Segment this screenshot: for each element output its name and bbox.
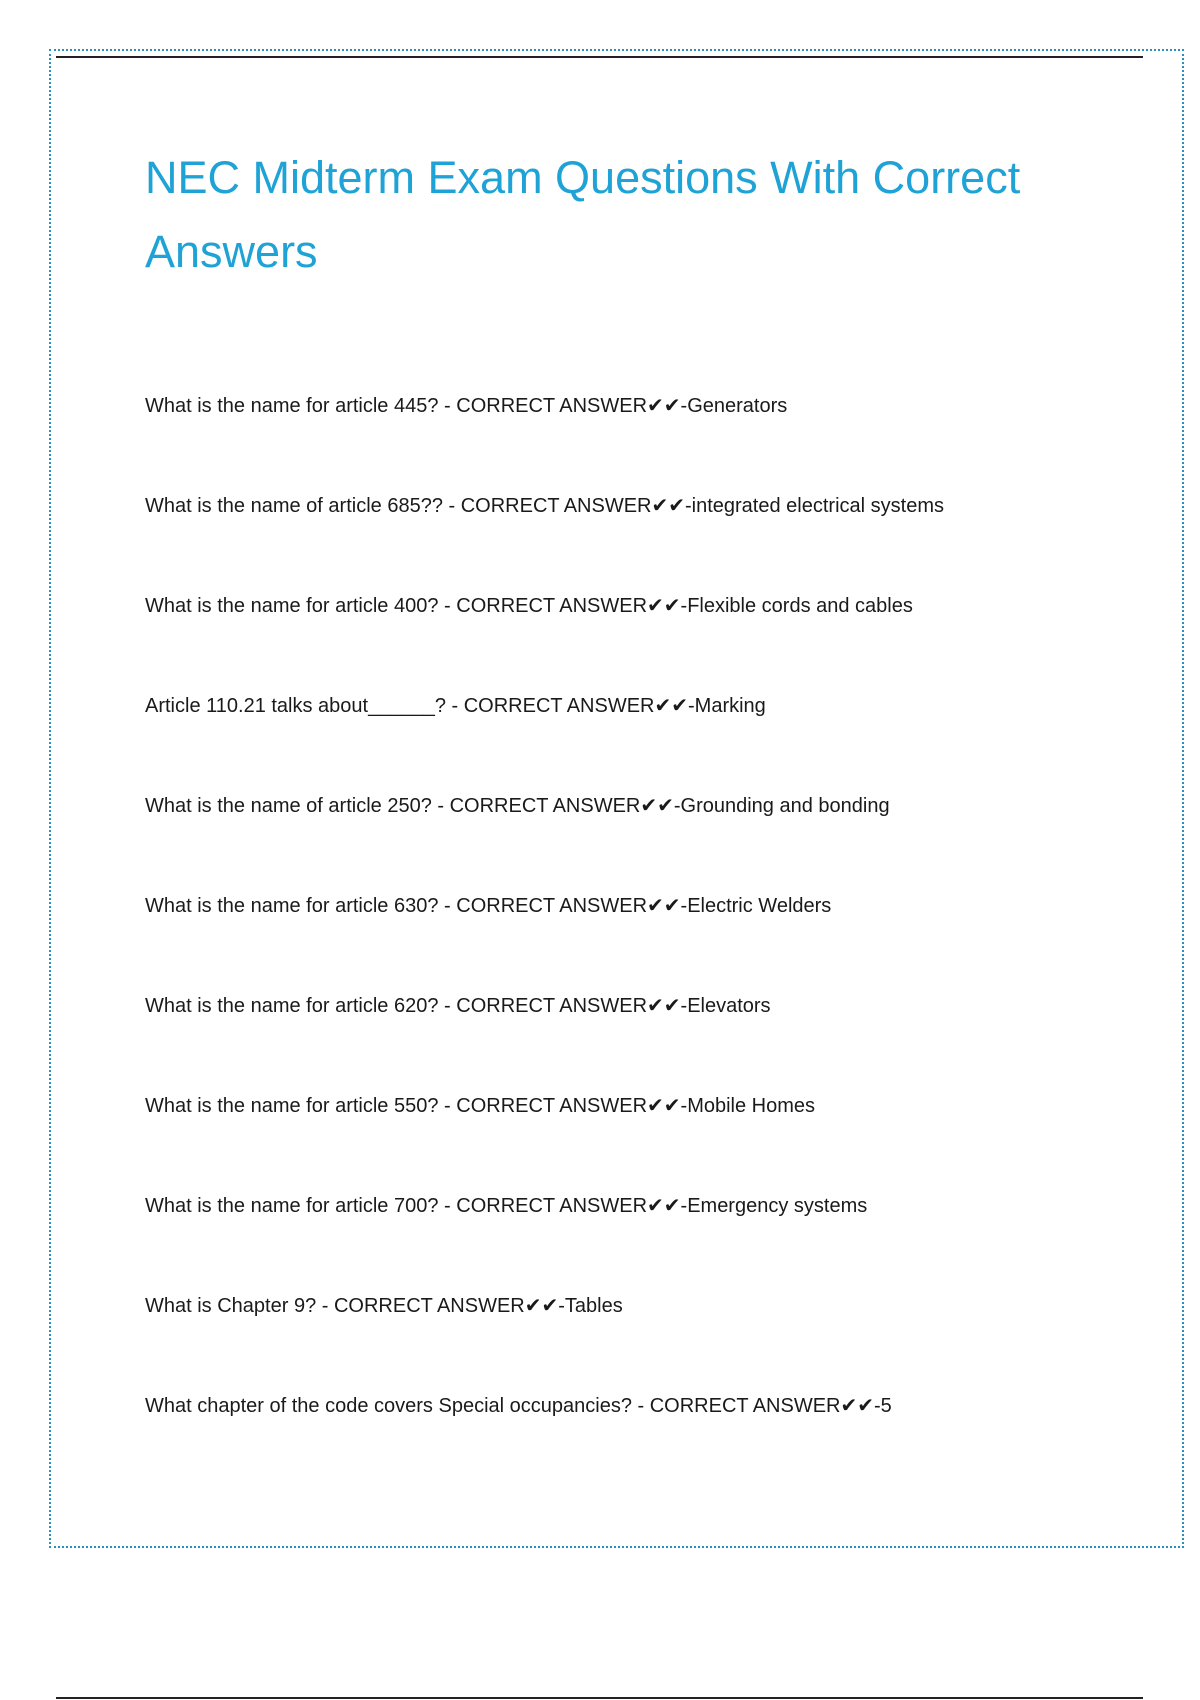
qa-item: What is Chapter 9? - CORRECT ANSWER✔✔-Tables [145, 1295, 623, 1317]
qa-item: What is the name of article 685?? - CORRECT ANSWER✔✔-integrated electrical systems [145, 495, 944, 517]
qa-item: What is the name for article 620? - CORRECT ANSWER✔✔-Elevators [145, 995, 771, 1017]
qa-item: Article 110.21 talks about______? - CORRECT ANSWER✔✔-Marking [145, 695, 766, 717]
qa-item: What is the name for article 700? - CORRECT ANSWER✔✔-Emergency systems [145, 1195, 868, 1217]
qa-item: What is the name for article 630? - CORRECT ANSWER✔✔-Electric Welders [145, 895, 832, 917]
qa-item: What chapter of the code covers Special occupancies? - CORRECT ANSWER✔✔-5 [145, 1395, 892, 1417]
qa-item: What is the name for article 550? - CORRECT ANSWER✔✔-Mobile Homes [145, 1095, 816, 1117]
qa-item: What is the name for article 400? - CORRECT ANSWER✔✔-Flexible cords and cables [145, 595, 913, 617]
header-rule [56, 56, 1143, 58]
footer-rule [56, 1697, 1143, 1699]
qa-list [145, 393, 1145, 1493]
qa-item: What is the name for article 445? - CORRECT ANSWER✔✔-Generators [145, 395, 788, 417]
qa-item: What is the name of article 250? - CORRECT ANSWER✔✔-Grounding and bonding [145, 795, 890, 817]
document-title: NEC Midterm Exam Questions With Correct Answers [145, 152, 1021, 277]
